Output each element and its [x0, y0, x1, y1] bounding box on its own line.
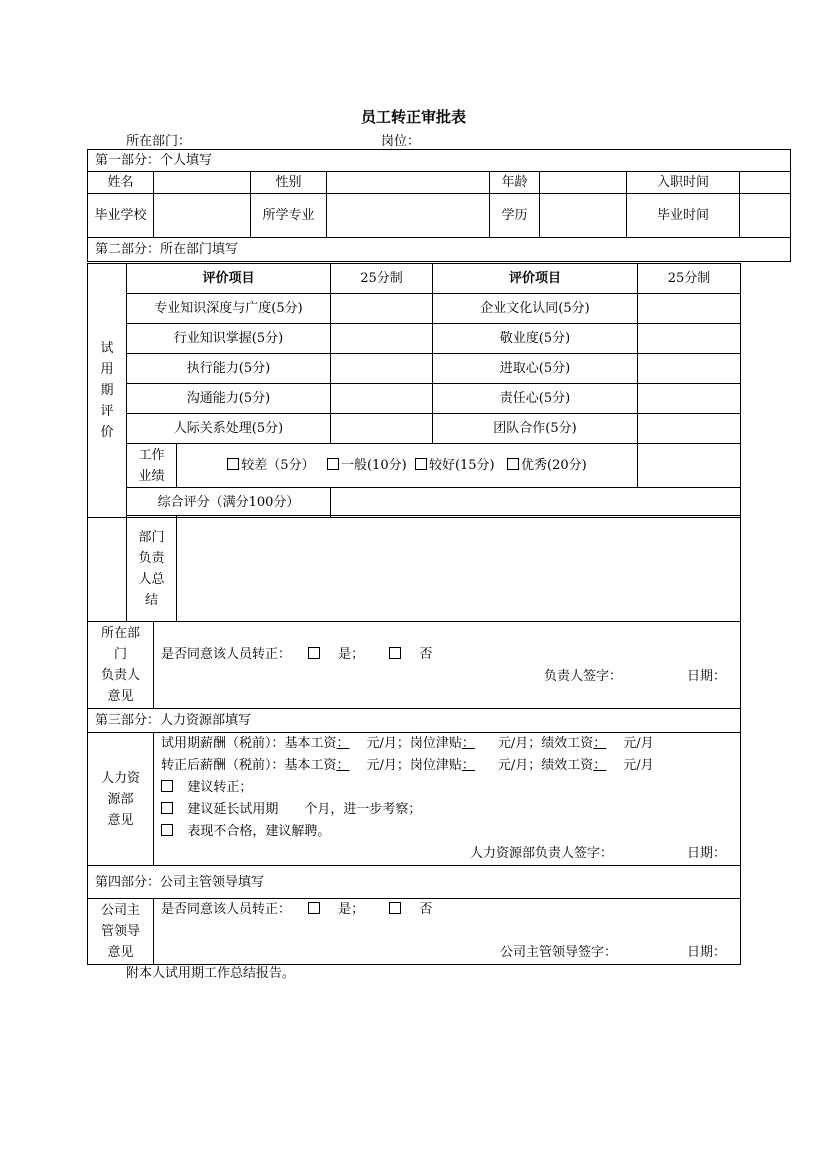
summary-label: 部门 负责 人总 结	[127, 516, 177, 622]
score-field[interactable]	[638, 294, 741, 324]
eval-item: 执行能力(5分)	[127, 354, 331, 384]
footer-note: 附本人试用期工作总结报告。	[126, 966, 296, 981]
dept-opinion-label: 所在部 门 负责人 意见	[88, 622, 154, 709]
checkbox-icon	[507, 458, 519, 470]
dept-signature-label: 负责人签字：	[544, 669, 623, 684]
score-field[interactable]	[331, 354, 433, 384]
dept-opinion-table	[87, 621, 741, 965]
yes-checkbox[interactable]	[308, 647, 320, 659]
school-label: 毕业学校	[88, 194, 154, 238]
eval-item: 敬业度(5分)	[433, 324, 638, 354]
unit-text: 元/月；岗位津贴	[366, 758, 462, 773]
performance-label: 工作 业绩	[127, 444, 177, 488]
eval-item: 团队合作(5分)	[433, 414, 638, 444]
score-field[interactable]	[638, 354, 741, 384]
performance-pay-field[interactable]: ：	[593, 758, 607, 773]
no-checkbox[interactable]	[389, 902, 401, 914]
no-label: 否	[419, 647, 433, 662]
school-field[interactable]	[154, 194, 251, 238]
yes-label: 是；	[338, 902, 365, 917]
checkbox-icon	[415, 458, 427, 470]
opinion-question: 是否同意该人员转正：	[161, 647, 292, 662]
leader-opinion-label: 公司主 管领导 意见	[88, 899, 154, 965]
performance-pay-field[interactable]: ：	[593, 736, 607, 751]
eval-item: 人际关系处理(5分)	[127, 414, 331, 444]
hr-signature-label: 人力资源部负责人签字：	[470, 846, 614, 861]
dismiss-label: 表现不合格，建议解聘。	[187, 824, 331, 839]
graduation-date-field[interactable]	[740, 194, 791, 238]
gender-field[interactable]	[327, 172, 490, 194]
part1-heading: 第一部分：个人填写	[88, 150, 791, 172]
major-field[interactable]	[327, 194, 490, 238]
score-field[interactable]	[331, 324, 433, 354]
eval-item: 进取心(5分)	[433, 354, 638, 384]
score-field[interactable]	[638, 384, 741, 414]
score-field[interactable]	[331, 414, 433, 444]
eval-item-header-left: 评价项目	[127, 264, 331, 294]
score-field[interactable]	[331, 384, 433, 414]
hr-date-label: 日期：	[686, 846, 726, 861]
summary-field[interactable]	[177, 516, 741, 622]
name-label: 姓名	[88, 172, 154, 194]
score-field[interactable]	[638, 324, 741, 354]
unit-text: 元/月；绩效工资	[497, 736, 594, 751]
probation-salary-label: 试用期薪酬（税前）：基本工资	[161, 736, 337, 751]
side-label-continuation	[88, 516, 127, 622]
leader-question: 是否同意该人员转正：	[161, 902, 292, 917]
base-salary-field[interactable]: ：	[336, 758, 350, 773]
performance-score-field[interactable]	[638, 444, 741, 488]
part4-heading: 第四部分：公司主管领导填写	[88, 866, 741, 899]
age-label: 年龄	[490, 172, 540, 194]
performance-option[interactable]: 较差（5分）	[227, 458, 314, 473]
part2-heading: 第二部分：所在部门填写	[88, 238, 791, 262]
unit-text: 元/月	[623, 758, 654, 773]
major-label: 所学专业	[251, 194, 327, 238]
part2-table	[87, 263, 741, 518]
dept-opinion-content	[154, 622, 741, 709]
hr-opinion-content	[154, 733, 741, 866]
name-field[interactable]	[154, 172, 251, 194]
no-label: 否	[419, 902, 433, 917]
hr-opinion-label: 人力资 源部 意见	[88, 733, 154, 866]
allowance-field[interactable]: ：	[461, 736, 475, 751]
unit-text: 元/月；岗位津贴	[366, 736, 462, 751]
leader-signature-label: 公司主管领导签字：	[500, 945, 618, 960]
part2-summary-table	[87, 515, 741, 622]
score-field[interactable]	[638, 414, 741, 444]
entry-date-label: 入职时间	[627, 172, 740, 194]
unit-text: 元/月；绩效工资	[497, 758, 594, 773]
performance-option[interactable]: 一般(10分)	[327, 458, 407, 473]
score-field[interactable]	[331, 294, 433, 324]
position-label: 岗位：	[381, 134, 421, 149]
age-field[interactable]	[540, 172, 627, 194]
gender-label: 性别	[251, 172, 327, 194]
graduation-date-label: 毕业时间	[627, 194, 740, 238]
unit-text: 元/月	[623, 736, 654, 751]
eval-item: 企业文化认同(5分)	[433, 294, 638, 324]
leader-opinion-content	[154, 899, 741, 965]
probation-eval-side-label: 试 用 期 评 价	[88, 264, 127, 518]
allowance-field[interactable]: ：	[461, 758, 475, 773]
checkbox-icon	[327, 458, 339, 470]
page-title: 员工转正审批表	[360, 108, 466, 126]
recommend-regularize-checkbox[interactable]	[161, 780, 173, 792]
regular-salary-label: 转正后薪酬（税前）：基本工资	[161, 758, 337, 773]
total-score-field[interactable]	[331, 488, 741, 518]
eval-item: 行业知识掌握(5分)	[127, 324, 331, 354]
recommend-regularize-label: 建议转正；	[187, 780, 253, 795]
extend-probation-checkbox[interactable]	[161, 802, 173, 814]
education-field[interactable]	[540, 194, 627, 238]
base-salary-field[interactable]: ：	[336, 736, 350, 751]
entry-date-field[interactable]	[740, 172, 791, 194]
eval-item-header-right: 评价项目	[433, 264, 638, 294]
score-header-right: 25分制	[638, 264, 741, 294]
leader-date-label: 日期：	[686, 945, 726, 960]
eval-item: 专业知识深度与广度(5分)	[127, 294, 331, 324]
no-checkbox[interactable]	[389, 647, 401, 659]
total-score-label: 综合评分（满分100分）	[127, 488, 331, 518]
dismiss-checkbox[interactable]	[161, 824, 173, 836]
dept-date-label: 日期：	[686, 669, 726, 684]
education-label: 学历	[490, 194, 540, 238]
performance-option[interactable]: 较好(15分)	[415, 458, 495, 473]
score-header-left: 25分制	[331, 264, 433, 294]
performance-options	[177, 444, 638, 488]
yes-label: 是；	[338, 647, 365, 662]
eval-item: 责任心(5分)	[433, 384, 638, 414]
part3-heading: 第三部分：人力资源部填写	[88, 709, 741, 733]
part1-table	[87, 149, 791, 262]
performance-option[interactable]: 优秀(20分)	[507, 458, 587, 473]
checkbox-icon	[227, 458, 239, 470]
yes-checkbox[interactable]	[308, 902, 320, 914]
department-label: 所在部门：	[126, 134, 192, 149]
extend-probation-label: 建议延长试用期 个月，进一步考察；	[187, 802, 422, 817]
eval-item: 沟通能力(5分)	[127, 384, 331, 414]
